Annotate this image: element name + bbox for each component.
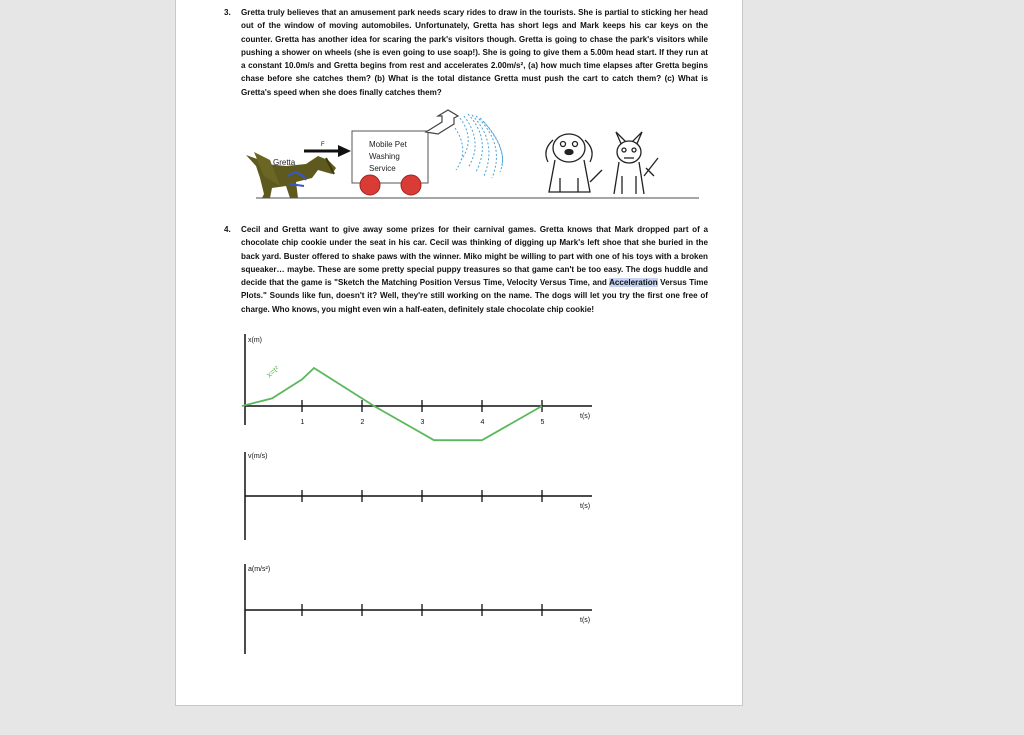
cart-wheel-right-icon	[401, 175, 421, 195]
acceleration-graph	[245, 564, 592, 654]
highlighted-word[interactable]: Acceleration	[609, 278, 658, 288]
gretta-label: Gretta	[273, 158, 296, 167]
x-axis-ylabel: x(m)	[248, 337, 262, 344]
water-spray-icon	[455, 114, 503, 178]
position-tick-label-2: 2	[360, 419, 365, 426]
document-page	[175, 0, 743, 706]
position-tick-label-1: 1	[300, 419, 305, 426]
cart-line-1: Mobile Pet	[369, 140, 407, 149]
position-graph	[242, 334, 592, 440]
problem-3-text: Gretta truly believes that an amusement park needs scary rides to draw in the tourists. She is partial to sticking her head out of the window of moving automobiles. Unfortunately, Gretta has short legs and Mark keeps his car keys on the counter. Gretta has another idea for scaring the park's visitors though. Gretta is going to chase the park's visitors while pushing a shower on wheels (she is even going to use soap!). She is going to give them a 5.00m head start. If they run at a constant 10.0m/s and Gretta begins from rest and accelerates 2.00m/s², (a) how much time elapses after Gretta begins chase before she catches them? (b) What is the total distance Gretta must push the cart to catch them? (c) What is Gretta's speed when she does finally catches them?	[241, 8, 708, 97]
sitting-dog-icon	[546, 134, 602, 192]
standing-dog-icon	[614, 132, 658, 194]
shower-head-icon	[426, 110, 458, 134]
v-axis-xlabel: t(s)	[580, 503, 591, 510]
cart-line-3: Service	[369, 164, 396, 173]
cart-wheel-left-icon	[360, 175, 380, 195]
position-tick-label-5: 5	[540, 419, 545, 426]
position-tick-label-3: 3	[420, 419, 425, 426]
cart-line-2: Washing	[369, 152, 400, 161]
problem-3-number: 3.	[224, 8, 231, 17]
illustration	[246, 110, 699, 198]
a-axis-xlabel: t(s)	[580, 617, 591, 624]
page-figures	[176, 0, 742, 705]
position-tick-label-4: 4	[480, 419, 485, 426]
velocity-graph	[245, 452, 592, 540]
a-axis-ylabel: a(m/s²)	[248, 566, 271, 573]
problem-4-text-part1: Cecil and Gretta want to give away some prizes for their carnival games. Gretta knows that Mark dropped part of a chocolate chip cookie under the seat in his car. Cecil was thinking of digging up Mark's left shoe that she buried in the back yard. Buster offered to shake paws with the winner. Miko might be willing to part with one of his toys with a broken squeaker… maybe. These are some pretty special puppy treasures so that game can't be too easy. The dogs huddle and decide that the game is "Sketch the Matching Position Versus Time, Velocity Versus Time, and	[241, 225, 708, 288]
x-axis-xlabel: t(s)	[580, 413, 591, 420]
force-arrowhead-icon	[338, 145, 351, 157]
position-curve	[242, 368, 542, 440]
force-label: F	[321, 142, 325, 148]
curve-annotation: x=t²	[264, 364, 281, 380]
problem-4-number: 4.	[224, 225, 231, 234]
problem-4-text-part2: Versus Time Plots." Sounds like fun, doesn't it? Well, they're still working on the name. The dogs will let you try the first one free of charge. Who knows, you might even win a half-eaten, definitely stale chocolate chip cookie!	[241, 278, 708, 314]
v-axis-ylabel: v(m/s)	[248, 453, 268, 460]
